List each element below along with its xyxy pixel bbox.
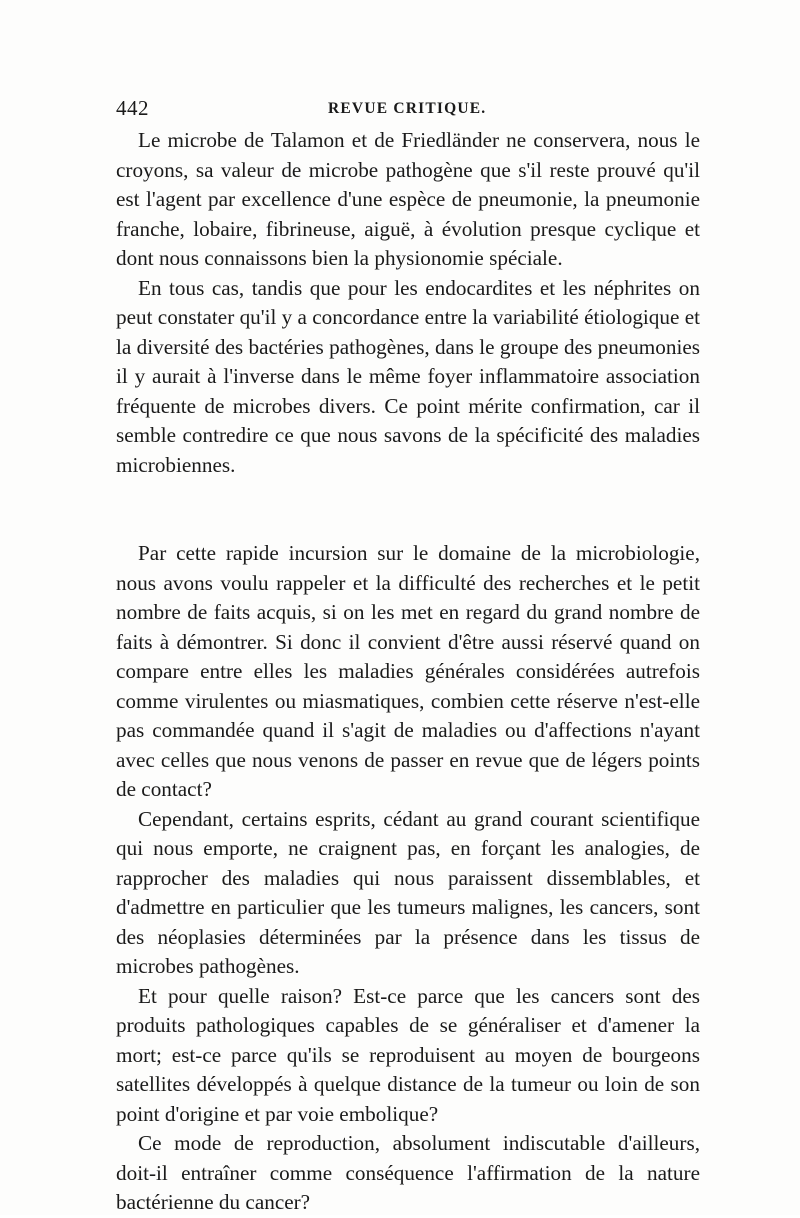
paragraph-cependant: Cependant, certains esprits, cédant au grand courant scientifique qui nous emporte, ne craignent pas, en forçant les analogies, de rapprocher des maladies qui nous paraissent dissemblables, et d'admettre en particulier que les tumeurs malignes, les cancers, sont des néoplasies déterminées par la présence dans les tissus de microbes pathogènes. — [116, 806, 700, 978]
paragraph-microbe-talamon: Le microbe de Talamon et de Friedländer ne conservera, nous le croyons, sa valeur de microbe pathogène que s'il reste prouvé qu'il est l'agent par excellence d'une espèce de pneumonie, la pneumonie franche, lobaire, fibrineuse, aiguë, à évolution presque cyclique et dont nous connaissons bien la physionomie spéciale. — [116, 128, 700, 270]
page-number: 442 — [116, 96, 149, 120]
body-text — [116, 126, 700, 1218]
paragraph-endocardites: En tous cas, tandis que pour les endocardites et les néphrites on peut constater qu'il y a concordance entre la variabilité étiologique et la diversité des bactéries pathogènes, dans le groupe des pneumonies il y aurait à l'inverse dans le même foyer inflammatoire association fréquente de microbes divers. Ce point mérite confirmation, car il semble contredire ce que nous savons de la spécificité des maladies microbiennes. — [116, 275, 700, 477]
page-header — [116, 96, 698, 126]
paragraph-mode-reproduction: Ce mode de reproduction, absolument indiscutable d'ailleurs, doit-il entraîner comme conséquence l'affirmation de la nature bactérienne du cancer? — [116, 1131, 700, 1214]
paragraph-microbiologie: Par cette rapide incursion sur le domaine de la microbiologie, nous avons voulu rappeler et la difficulté des recherches et le petit nombre de faits acquis, si on les met en regard du grand nombre de faits à démontrer. Si donc il convient d'être aussi réservé quand on compare entre elles les maladies générales considérées autrefois comme virulentes ou miasmatiques, combien cette réserve n'est-elle pas commandée quand il s'agit de maladies ou d'affections n'ayant avec celles que nous venons de passer en revue que de légers points de contact? — [116, 541, 700, 801]
running-head: REVUE CRITIQUE. — [328, 100, 487, 117]
paragraph-quelle-raison: Et pour quelle raison? Est-ce parce que les cancers sont des produits pathologiques capables de se généraliser et d'amener la mort; est-ce parce qu'ils se reproduisent au moyen de bourgeons satellites développés à quelque distance de la tumeur ou loin de son point d'origine et par voie embolique? — [116, 983, 700, 1126]
